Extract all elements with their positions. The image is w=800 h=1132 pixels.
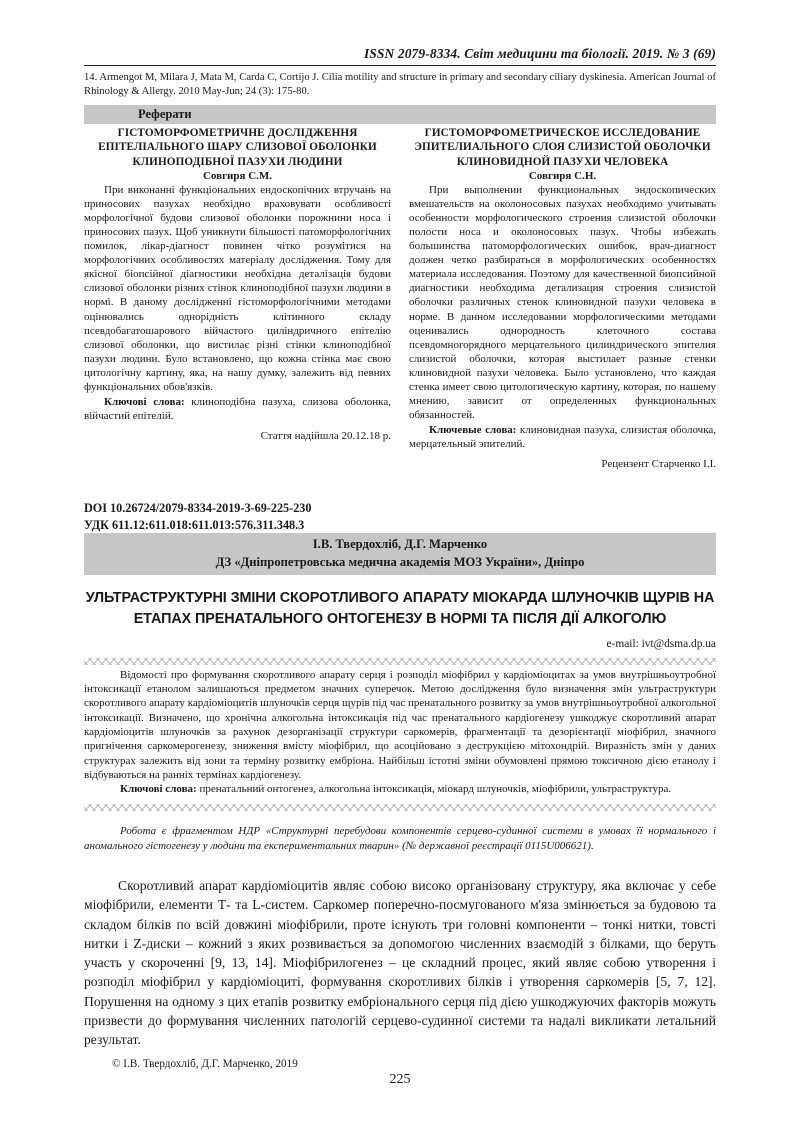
abstract-keywords-label: Ключові слова: [104,395,185,408]
abstract-keywords-label: Ключевые слова: [429,424,517,437]
abstract-column-russian [409,126,716,470]
article-body-paragraph: Скоротливий апарат кардіоміоцитів являє собою високо організовану структуру, яка включає у себе міофібрили, елементи Т- та L-систем. Саркомер поперечно-посмугованого м'яза змінюється за будовою та складом білків по всій довжині міофібрили, проте існують три головні компоненти – тонкі нитки, товсті нитки і Z-диски – кожний з яких розвивається за допомогою численних взаємодій з білками, що беруть участь у скороченні [9, 13, 14]. Міофібрилогенез – це складний процес, який являє собою утворення і розподіл міофібрил у кардіоміоциті, формування скоротливих білків і утворення саркомерів [5, 7, 12]. Порушення на одному з цих етапів розвитку ембріонального серця під дією ушкоджуючих факторів можуть призвести до формування численних патологій серцево-судинної системи та надалі викликати летальний результат. [84,877,716,1048]
abstract-keywords-value: клиновидная пазуха, слизистая оболочка, мерцательный эпителий. [409,424,717,451]
page-footer [84,1058,716,1088]
abstracts-columns [84,126,716,470]
running-head-rule [84,65,716,66]
article-summary-keywords [84,782,716,796]
copyright-line: © І.В. Твердохліб, Д.Г. Марченко, 2019 [112,1058,298,1070]
zigzag-divider-top [84,658,716,665]
abstract-column-ukrainian [84,126,391,470]
article-authors-banner [84,533,716,576]
abstract-footnote: Рецензент Старченко І.І. [601,458,716,471]
article-affiliation: ДЗ «Дніпропетровська медична академія МОЗ України», Дніпро [215,554,585,569]
zigzag-divider-bottom [84,804,716,811]
contact-email: e-mail: ivt@dsma.dp.ua [606,637,716,650]
abstract-title: ГІСТОМОРФОМЕТРИЧНЕ ДОСЛІДЖЕННЯ ЕПІТЕЛІАЛЬНОГО ШАРУ СЛИЗОВОЇ ОБОЛОНКИ КЛИНОПОДІБНОЇ ПАЗУХИ ЛЮДИНИ [98,127,377,168]
abstract-keywords [409,423,716,451]
abstracts-section-banner: Реферати [84,105,716,124]
identifier-block [84,500,716,532]
abstract-title: ГИСТОМОРФОМЕТРИЧЕСКОЕ ИССЛЕДОВАНИЕ ЭПИТЕЛИАЛЬНОГО СЛОЯ СЛИЗИСТОЙ ОБОЛОЧКИ КЛИНОВИДНОЙ ПАЗУХИ ЧЕЛОВЕКА [414,127,711,168]
udc-line: УДК 611.12:611.018:611.013:576.311.348.3 [84,517,305,532]
reference-tail: 14. Armengot M, Milara J, Mata M, Carda C, Cortijo J. Cilia motility and structure in primary and secondary ciliary dyskinesia. American Journal of Rhinology & Allergy. 2010 May-Jun; 24 (3): 175-80. [84,72,716,98]
abstract-author: Совгиря С.Н. [528,169,597,182]
article-summary: Відомості про формування скоротливого апарату серця і розподіл міофібрил у кардіоміоцитах за умов внутрішньоутробної інтоксикації етанолом залишаються предметом значних суперечок. Метою дослідження було визначення змін ультраструктури скоротливого апарату кардіоміоцитів шлуночків серця щурів під час пренатального розвитку за умов внутрішньоутробної алкогольної інтоксикації. Визначено, що хронічна алкогольна інтоксикація під час пренатального кардіогенезу ушкоджує скоротливий апарат кардіоміоцитів шлуночків за рахунок дезорганізації структури саркомерів, фрагментації та дезорієнтації міофібрил, значного пригнічення саркомерогенезу, зниження вмісту міофібрил, що асоційовано з деструкцією мітохондрій. Виразність змін у даних структурах залежить від зони та терміну розвитку ембріона. Найбільш істотні зміни обумовлені прямою токсичною дією етанолу і відбуваються на ранніх термінах кардіогенезу. [84,668,716,781]
abstract-body: При выполнении функциональных эндоскопических вмешательств на околоносовых пазухах необходимо учитывать особенности морфологического строения слизистой оболочки полости носа и околоносовых пазух. Чтобы избежать большинства патоморфологических ошибок, врач-диагност должен четко разбираться в морфологических особенностях материала исследования. Поэтому для качественной биопсийной диагностики необходима детализация строения слизистой оболочки различных стенок клиновидной пазухи человека в норме. В данном исследовании морфологическими методами оценивались однородность клеточного состава псевдомногорядного мерцательного цилиндрического эпителия слизистой оболочки, которая выстилает разные стенки клиновидной пазухи человека. Было установлено, что каждая стенка имеет свою цитологическую картину, которая, по нашему мнению, зависит от определенных функциональных обязанностей. [409,183,716,422]
abstract-keywords [84,395,391,423]
page-content [84,0,716,1050]
summary-keywords-value: пренатальний онтогенез, алкогольна інтоксикація, міокард шлуночків, міофібрили, ультраструктура. [199,783,672,796]
funding-note: Робота є фрагментом НДР «Структурні перебудови компонентів серцево-судинної системи в умовах її нормального і аномального гістогенезу у людини та експериментальних тварин» (№ державної реєстрації 0115U006621). [84,825,716,853]
abstract-author: Совгиря С.М. [202,169,273,182]
running-head: ISSN 2079-8334. Світ медицини та біології. 2019. № 3 (69) [363,46,716,61]
abstract-keywords-value: клиноподібна пазуха, слизова оболонка, війчастий епітелій. [84,395,391,423]
abstract-footnote: Стаття надійшла 20.12.18 р. [260,430,391,443]
article-authors: І.В. Твердохліб, Д.Г. Марченко [312,536,488,551]
summary-keywords-label: Ключові слова: [120,783,197,796]
article-title: УЛЬТРАСТРУКТУРНІ ЗМІНИ СКОРОТЛИВОГО АПАРАТУ МІОКАРДА ШЛУНОЧКІВ ЩУРІВ НА ЕТАПАХ ПРЕНАТАЛЬНОГО ОНТОГЕНЕЗУ В НОРМІ ТА ПІСЛЯ ДІЇ АЛКОГОЛЮ [85,590,715,627]
doi-line: DOI 10.26724/2079-8334-2019-3-69-225-230 [84,501,312,516]
abstract-body: При виконанні функціональних ендоскопічних втручань на приносових пазухах необхідно враховувати особливості морфологічної будови слизової оболонки порожнини носа і приносових пазух. Щоб уникнути більшості патоморфологічних помилок, лікар-діагност повинен чітко розумітися на морфологічних особливостях матеріалу дослідження. Тому для якісної біопсійної діагностики необхідна деталізація будови слизової оболонки різних стінок клиноподібної пазухи людини в нормі. В даному дослідженні гістоморфологічними методами оцінювались однорідність клітинного складу псевдобагатошарового війчастого циліндричного епітелію слизової оболонки, що вистилає різні стінки клиноподібної пазухи людини. Було встановлено, що кожна стінка має свою цитологічну картину, яка, на нашу думку, залежить від певних функціональних обов'язків. [84,183,391,393]
page-number: 225 [389,1072,411,1087]
